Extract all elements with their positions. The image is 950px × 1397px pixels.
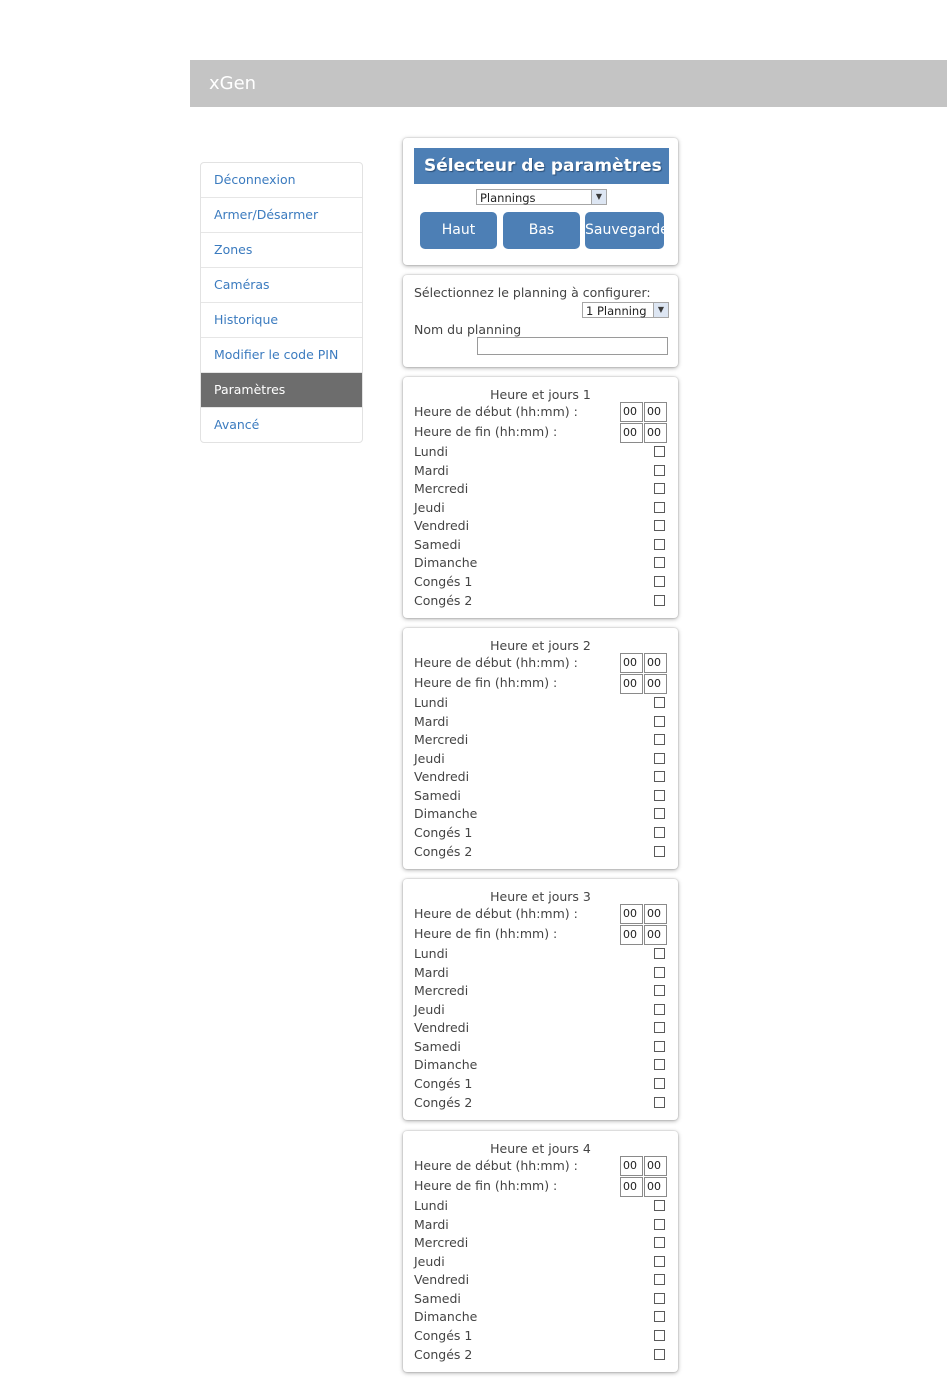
day-label-dimanche: Dimanche (414, 555, 478, 570)
end-hour-input[interactable]: 00 (620, 925, 643, 945)
end-minute-input[interactable]: 00 (644, 1177, 667, 1197)
day-checkbox-conges-2[interactable] (654, 595, 665, 606)
start-time-label: Heure de début (hh:mm) : (414, 1158, 578, 1173)
day-label-mercredi: Mercredi (414, 1235, 469, 1250)
sidebar-item-modifier-pin[interactable]: Modifier le code PIN (201, 338, 362, 373)
day-label-conges-2: Congés 2 (414, 1347, 473, 1362)
day-checkbox-mardi[interactable] (654, 465, 665, 476)
day-checkbox-jeudi[interactable] (654, 753, 665, 764)
day-checkbox-samedi[interactable] (654, 1293, 665, 1304)
settings-column (400, 133, 685, 1362)
day-checkbox-dimanche[interactable] (654, 1311, 665, 1322)
end-time-label: Heure de fin (hh:mm) : (414, 1178, 558, 1193)
start-hour-input[interactable]: 00 (620, 402, 643, 422)
parameter-selector-card (403, 138, 678, 265)
end-time-label: Heure de fin (hh:mm) : (414, 424, 558, 439)
day-label-vendredi: Vendredi (414, 769, 470, 784)
day-label-samedi: Samedi (414, 537, 461, 552)
day-checkbox-vendredi[interactable] (654, 1274, 665, 1285)
day-checkbox-mardi[interactable] (654, 1219, 665, 1230)
day-checkbox-vendredi[interactable] (654, 520, 665, 531)
end-minute-input[interactable]: 00 (644, 925, 667, 945)
day-label-mercredi: Mercredi (414, 732, 469, 747)
day-checkbox-conges-1[interactable] (654, 1330, 665, 1341)
day-checkbox-lundi[interactable] (654, 1200, 665, 1211)
planning-name-label: Nom du planning (414, 322, 522, 337)
day-label-jeudi: Jeudi (414, 1002, 445, 1017)
day-checkbox-conges-1[interactable] (654, 1078, 665, 1089)
start-hour-input[interactable]: 00 (620, 1156, 643, 1176)
end-time-label: Heure de fin (hh:mm) : (414, 926, 558, 941)
start-time-label: Heure de début (hh:mm) : (414, 906, 578, 921)
day-checkbox-dimanche[interactable] (654, 1059, 665, 1070)
parameter-dropdown[interactable] (476, 189, 607, 205)
day-label-lundi: Lundi (414, 444, 448, 459)
start-minute-input[interactable]: 00 (644, 1156, 667, 1176)
day-checkbox-samedi[interactable] (654, 539, 665, 550)
schedule-title: Heure et jours 4 (490, 1141, 591, 1156)
start-hour-input[interactable]: 00 (620, 904, 643, 924)
day-label-mercredi: Mercredi (414, 481, 469, 496)
start-time-label: Heure de début (hh:mm) : (414, 655, 578, 670)
end-hour-input[interactable]: 00 (620, 423, 643, 443)
day-checkbox-samedi[interactable] (654, 790, 665, 801)
day-label-conges-2: Congés 2 (414, 844, 473, 859)
day-checkbox-dimanche[interactable] (654, 557, 665, 568)
day-label-conges-1: Congés 1 (414, 1076, 473, 1091)
day-checkbox-jeudi[interactable] (654, 502, 665, 513)
save-button[interactable]: Sauvegarder (585, 212, 664, 249)
schedule-card-4 (403, 1131, 678, 1372)
day-label-vendredi: Vendredi (414, 1272, 470, 1287)
day-checkbox-lundi[interactable] (654, 697, 665, 708)
sidebar-item-cameras[interactable]: Caméras (201, 268, 362, 303)
end-minute-input[interactable]: 00 (644, 423, 667, 443)
day-checkbox-conges-2[interactable] (654, 846, 665, 857)
day-checkbox-samedi[interactable] (654, 1041, 665, 1052)
day-label-vendredi: Vendredi (414, 1020, 470, 1035)
sidebar-item-parametres[interactable]: Paramètres (201, 373, 362, 408)
day-label-mardi: Mardi (414, 714, 449, 729)
chevron-down-icon: ▼ (653, 303, 668, 317)
schedule-title: Heure et jours 2 (490, 638, 591, 653)
schedule-title: Heure et jours 3 (490, 889, 591, 904)
parameter-dropdown-value: Plannings (480, 191, 536, 205)
day-label-conges-1: Congés 1 (414, 574, 473, 589)
day-checkbox-jeudi[interactable] (654, 1256, 665, 1267)
start-minute-input[interactable]: 00 (644, 402, 667, 422)
schedule-card-3 (403, 879, 678, 1120)
day-label-lundi: Lundi (414, 946, 448, 961)
end-minute-input[interactable]: 00 (644, 674, 667, 694)
day-checkbox-mercredi[interactable] (654, 985, 665, 996)
day-checkbox-dimanche[interactable] (654, 808, 665, 819)
day-label-jeudi: Jeudi (414, 500, 445, 515)
up-button[interactable]: Haut (420, 212, 497, 249)
day-label-dimanche: Dimanche (414, 1057, 478, 1072)
selector-title: Sélecteur de paramètres (414, 148, 669, 184)
end-hour-input[interactable]: 00 (620, 674, 643, 694)
schedule-title: Heure et jours 1 (490, 387, 591, 402)
end-time-label: Heure de fin (hh:mm) : (414, 675, 558, 690)
day-checkbox-conges-1[interactable] (654, 827, 665, 838)
sidebar (200, 162, 363, 443)
start-time-label: Heure de début (hh:mm) : (414, 404, 578, 419)
day-checkbox-mercredi[interactable] (654, 1237, 665, 1248)
sidebar-item-historique[interactable]: Historique (201, 303, 362, 338)
day-checkbox-vendredi[interactable] (654, 771, 665, 782)
planning-select-label: Sélectionnez le planning à configurer: (414, 285, 651, 300)
day-label-mardi: Mardi (414, 1217, 449, 1232)
day-checkbox-mardi[interactable] (654, 716, 665, 727)
end-hour-input[interactable]: 00 (620, 1177, 643, 1197)
sidebar-item-deconnexion[interactable]: Déconnexion (201, 163, 362, 198)
start-hour-input[interactable]: 00 (620, 653, 643, 673)
schedule-card-2 (403, 628, 678, 869)
day-label-mardi: Mardi (414, 965, 449, 980)
day-checkbox-conges-2[interactable] (654, 1097, 665, 1108)
day-label-conges-2: Congés 2 (414, 1095, 473, 1110)
day-label-conges-1: Congés 1 (414, 825, 473, 840)
planning-name-input[interactable] (477, 337, 668, 355)
day-checkbox-vendredi[interactable] (654, 1022, 665, 1033)
start-minute-input[interactable]: 00 (644, 904, 667, 924)
day-label-conges-2: Congés 2 (414, 593, 473, 608)
down-button[interactable]: Bas (503, 212, 580, 249)
chevron-down-icon: ▼ (591, 190, 606, 204)
day-checkbox-conges-2[interactable] (654, 1349, 665, 1360)
day-label-jeudi: Jeudi (414, 1254, 445, 1269)
schedule-card-1 (403, 377, 678, 618)
day-label-lundi: Lundi (414, 695, 448, 710)
day-checkbox-jeudi[interactable] (654, 1004, 665, 1015)
sidebar-item-zones[interactable]: Zones (201, 233, 362, 268)
day-label-samedi: Samedi (414, 1039, 461, 1054)
day-label-dimanche: Dimanche (414, 806, 478, 821)
day-checkbox-lundi[interactable] (654, 446, 665, 457)
day-label-conges-1: Congés 1 (414, 1328, 473, 1343)
day-label-mardi: Mardi (414, 463, 449, 478)
day-label-vendredi: Vendredi (414, 518, 470, 533)
app-title: xGen (209, 73, 257, 94)
planning-select-card (403, 275, 678, 367)
day-label-samedi: Samedi (414, 788, 461, 803)
day-label-jeudi: Jeudi (414, 751, 445, 766)
day-label-samedi: Samedi (414, 1291, 461, 1306)
day-checkbox-conges-1[interactable] (654, 576, 665, 587)
sidebar-item-avance[interactable]: Avancé (214, 417, 260, 432)
day-label-dimanche: Dimanche (414, 1309, 478, 1324)
app-header (190, 60, 947, 107)
day-checkbox-mercredi[interactable] (654, 483, 665, 494)
day-checkbox-lundi[interactable] (654, 948, 665, 959)
planning-dropdown-value: 1 Planning (586, 304, 647, 318)
sidebar-item-armer-desarmer[interactable]: Armer/Désarmer (201, 198, 362, 233)
day-label-lundi: Lundi (414, 1198, 448, 1213)
day-checkbox-mercredi[interactable] (654, 734, 665, 745)
day-checkbox-mardi[interactable] (654, 967, 665, 978)
day-label-mercredi: Mercredi (414, 983, 469, 998)
planning-dropdown[interactable] (582, 302, 669, 318)
start-minute-input[interactable]: 00 (644, 653, 667, 673)
